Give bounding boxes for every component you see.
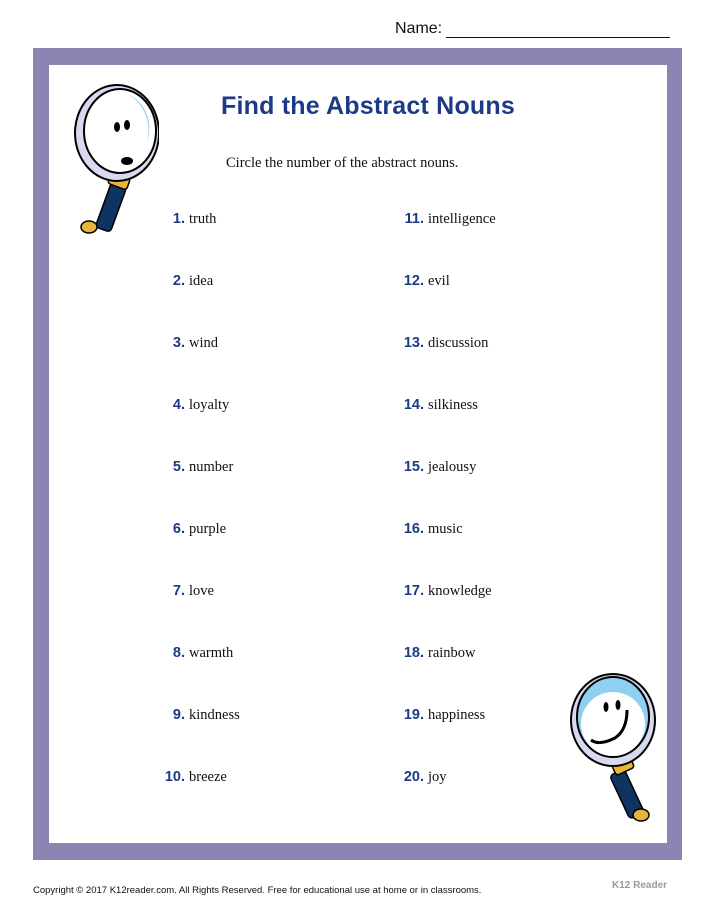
list-item[interactable]	[149, 211, 216, 228]
item-number[interactable]: 14.	[403, 397, 424, 413]
item-number[interactable]: 8.	[172, 645, 185, 661]
list-item[interactable]	[149, 583, 214, 600]
item-word: truth	[189, 211, 217, 227]
list-item[interactable]	[386, 521, 463, 538]
item-word: number	[189, 459, 234, 475]
copyright-text: Copyright © 2017 K12reader.com. All Rights Reserved. Free for educational use at home or in classrooms.	[33, 885, 482, 896]
list-item[interactable]	[149, 459, 233, 476]
smiley-magnifier-icon	[569, 670, 659, 825]
item-word: intelligence	[428, 211, 496, 227]
item-number[interactable]: 19.	[403, 707, 424, 723]
instructions: Circle the number of the abstract nouns.	[226, 155, 459, 171]
item-number[interactable]: 9.	[172, 707, 185, 723]
list-item[interactable]	[149, 521, 226, 538]
item-number[interactable]: 7.	[172, 583, 185, 599]
item-word: evil	[428, 273, 450, 289]
item-word: warmth	[189, 645, 234, 661]
worksheet-title: Find the Abstract Nouns	[221, 92, 515, 120]
item-word: breeze	[189, 769, 227, 785]
item-word: discussion	[428, 335, 489, 351]
list-item[interactable]	[149, 335, 218, 352]
worksheet-frame	[33, 48, 682, 860]
item-number[interactable]: 3.	[172, 335, 185, 351]
item-number[interactable]: 10.	[164, 769, 185, 785]
item-number[interactable]: 2.	[172, 273, 185, 289]
item-number[interactable]: 5.	[172, 459, 185, 475]
item-word: music	[428, 521, 463, 537]
list-item[interactable]	[149, 273, 213, 290]
list-item[interactable]	[386, 583, 492, 600]
list-item[interactable]	[149, 769, 227, 786]
list-item[interactable]	[386, 707, 485, 724]
item-number[interactable]: 17.	[403, 583, 424, 599]
item-number[interactable]: 20.	[403, 769, 424, 785]
item-word: loyalty	[189, 397, 230, 413]
item-number[interactable]: 4.	[172, 397, 185, 413]
list-item[interactable]	[149, 645, 233, 662]
item-word: idea	[189, 273, 214, 289]
name-line	[446, 37, 670, 38]
list-item[interactable]	[386, 273, 450, 290]
item-word: jealousy	[428, 459, 477, 475]
item-number[interactable]: 6.	[172, 521, 185, 537]
item-number[interactable]: 16.	[403, 521, 424, 537]
item-word: purple	[189, 521, 227, 537]
item-word: kindness	[189, 707, 240, 723]
item-number[interactable]: 13.	[403, 335, 424, 351]
k12reader-logo: K12 Reader	[612, 880, 668, 891]
list-item[interactable]	[386, 769, 447, 786]
list-item[interactable]	[386, 335, 488, 352]
item-word: love	[189, 583, 214, 599]
list-item[interactable]	[386, 645, 476, 662]
list-item[interactable]	[386, 459, 476, 476]
item-number[interactable]: 15.	[403, 459, 424, 475]
item-number[interactable]: 1.	[172, 211, 185, 227]
worksheet-body	[49, 65, 667, 843]
list-item[interactable]	[149, 397, 229, 414]
magnifier-icon	[69, 83, 159, 238]
item-word: wind	[189, 335, 218, 351]
item-word: silkiness	[428, 397, 478, 413]
item-number[interactable]: 11.	[404, 211, 424, 227]
list-item[interactable]	[386, 211, 496, 228]
item-word: rainbow	[428, 645, 476, 661]
item-number[interactable]: 12.	[403, 273, 424, 289]
list-item[interactable]	[386, 397, 478, 414]
item-word: knowledge	[428, 583, 492, 599]
item-word: joy	[428, 769, 447, 785]
item-number[interactable]: 18.	[403, 645, 424, 661]
item-word: happiness	[428, 707, 486, 723]
name-label: Name:	[395, 20, 443, 37]
list-item[interactable]	[149, 707, 240, 724]
